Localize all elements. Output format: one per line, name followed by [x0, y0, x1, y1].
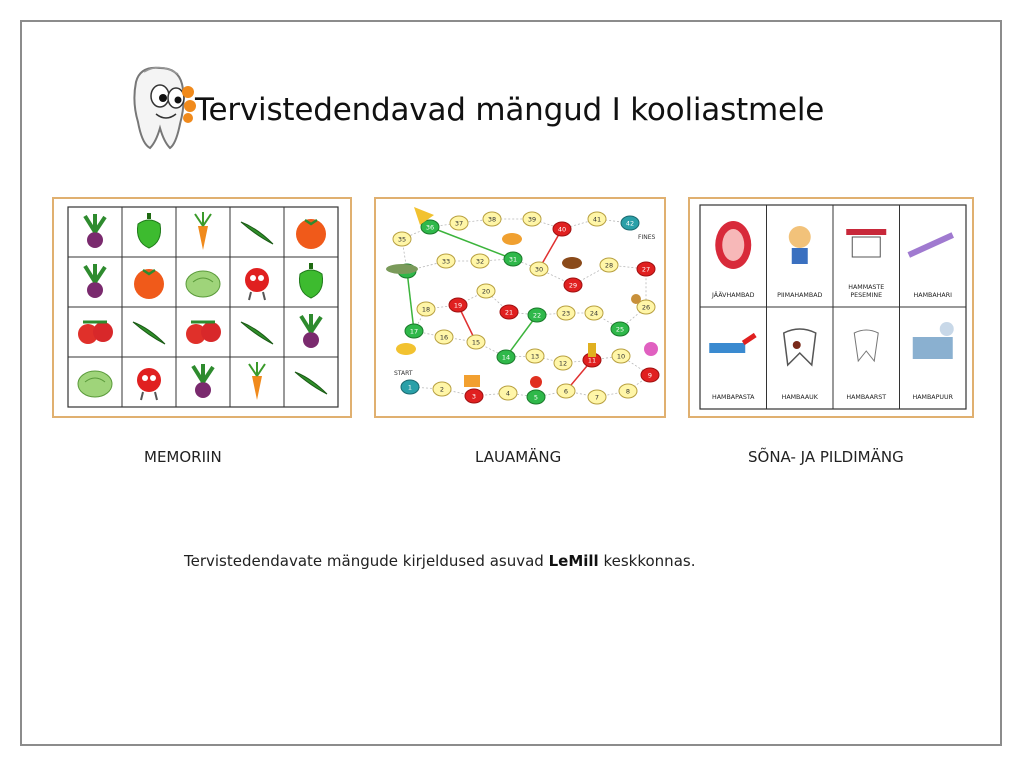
- board-space-number: 9: [647, 371, 653, 380]
- picture-label: HAMBAHARI: [913, 292, 952, 299]
- lettuce-icon: [186, 271, 220, 297]
- description-after: keskkonnas.: [603, 552, 696, 570]
- board-space-number: 21: [504, 308, 514, 317]
- picture-label: JÄÄVHAMBAD: [712, 292, 755, 299]
- board-space-number: 14: [501, 353, 511, 362]
- board-space-number: 16: [439, 333, 449, 342]
- board-space-number: 39: [527, 215, 537, 224]
- board-space-number: 40: [557, 225, 567, 234]
- apple-icon: [530, 376, 542, 388]
- board-space-number: 11: [587, 356, 597, 365]
- board-space-number: 6: [563, 387, 569, 396]
- caption-memoriin: MEMORIIN: [144, 448, 222, 466]
- caption-sona-pildimang: SÕNA- JA PILDIMÄNG: [748, 448, 904, 466]
- board-space-number: 28: [604, 261, 614, 270]
- board-space-number: 3: [471, 392, 477, 401]
- board-space-number: 41: [592, 215, 602, 224]
- board-space-number: 32: [475, 257, 485, 266]
- board-space-number: 12: [558, 359, 568, 368]
- board-space-number: 36: [425, 223, 435, 232]
- board-space-number: 31: [508, 255, 518, 264]
- open-mouth-icon: [715, 221, 751, 269]
- board-space-number: 30: [534, 265, 544, 274]
- cup-icon: [562, 257, 582, 269]
- sona-pildimang-image[interactable]: [688, 197, 974, 418]
- board-space-number: 26: [641, 303, 651, 312]
- description-before: Tervistedendavate mängude kirjeldused asuvad: [184, 552, 544, 570]
- egg-icon: [396, 343, 416, 355]
- lemill-link[interactable]: LeMill: [548, 552, 599, 570]
- board-space-number: 22: [532, 311, 542, 320]
- memory-game-grid: [54, 199, 350, 416]
- board-space-number: 38: [487, 215, 497, 224]
- board-space-number: 20: [481, 287, 491, 296]
- board-space-number: 4: [505, 389, 511, 398]
- board-space-number: 25: [615, 325, 625, 334]
- picture-label: HAMBAPASTA: [712, 394, 755, 401]
- board-space-number: 7: [594, 393, 600, 402]
- picture-label: HAMMASTE: [848, 284, 885, 291]
- lettuce-icon: [78, 371, 112, 397]
- board-space-number: 19: [453, 301, 463, 310]
- board-space-number: 5: [533, 393, 539, 402]
- memoriin-image[interactable]: [52, 197, 352, 418]
- picture-label: HAMBAARST: [846, 394, 887, 401]
- lauamang-image[interactable]: [374, 197, 666, 418]
- lollipop-icon: [644, 342, 658, 356]
- picture-label: PESEMINE: [850, 292, 883, 299]
- tomato-icon: [296, 219, 326, 249]
- board-space-number: 42: [625, 219, 635, 228]
- board-space-number: 10: [616, 352, 626, 361]
- board-space-number: 15: [471, 338, 481, 347]
- finish-label: FINES: [638, 234, 656, 241]
- fries-icon: [464, 375, 480, 387]
- tomato-icon: [134, 269, 164, 299]
- picture-label: HAMBAAUK: [781, 394, 818, 401]
- juice-icon: [588, 343, 596, 357]
- board-space-number: 24: [589, 309, 599, 318]
- caption-lauamang: LAUAMÄNG: [475, 448, 562, 466]
- cookie-icon: [631, 294, 641, 304]
- board-space-number: 37: [454, 219, 464, 228]
- board-space-number: 23: [561, 309, 571, 318]
- description-text: [184, 552, 695, 570]
- start-label: START: [394, 370, 413, 377]
- fish-icon: [386, 264, 418, 274]
- board-space-number: 33: [441, 257, 451, 266]
- tooth-mascot-icon: [130, 62, 196, 150]
- board-space-number: 35: [397, 235, 407, 244]
- board-space-number: 18: [421, 305, 431, 314]
- slide-title: Tervistedendavad mängud I kooliastmele: [195, 92, 825, 128]
- word-picture-grid: [690, 199, 972, 416]
- board-space-number: 29: [568, 281, 578, 290]
- board-space-number: 27: [641, 265, 651, 274]
- board-space-number: 8: [625, 387, 631, 396]
- board-space-number: 17: [409, 327, 419, 336]
- picture-label: PIIMAHAMBAD: [777, 292, 823, 299]
- board-space-number: 1: [407, 383, 413, 392]
- bowl-icon: [502, 233, 522, 245]
- picture-label: HAMBAPUUR: [912, 394, 953, 401]
- brushing-teeth-icon: [846, 229, 886, 257]
- board-game: [376, 199, 664, 416]
- board-space-number: 13: [530, 352, 540, 361]
- board-space-number: 2: [439, 385, 445, 394]
